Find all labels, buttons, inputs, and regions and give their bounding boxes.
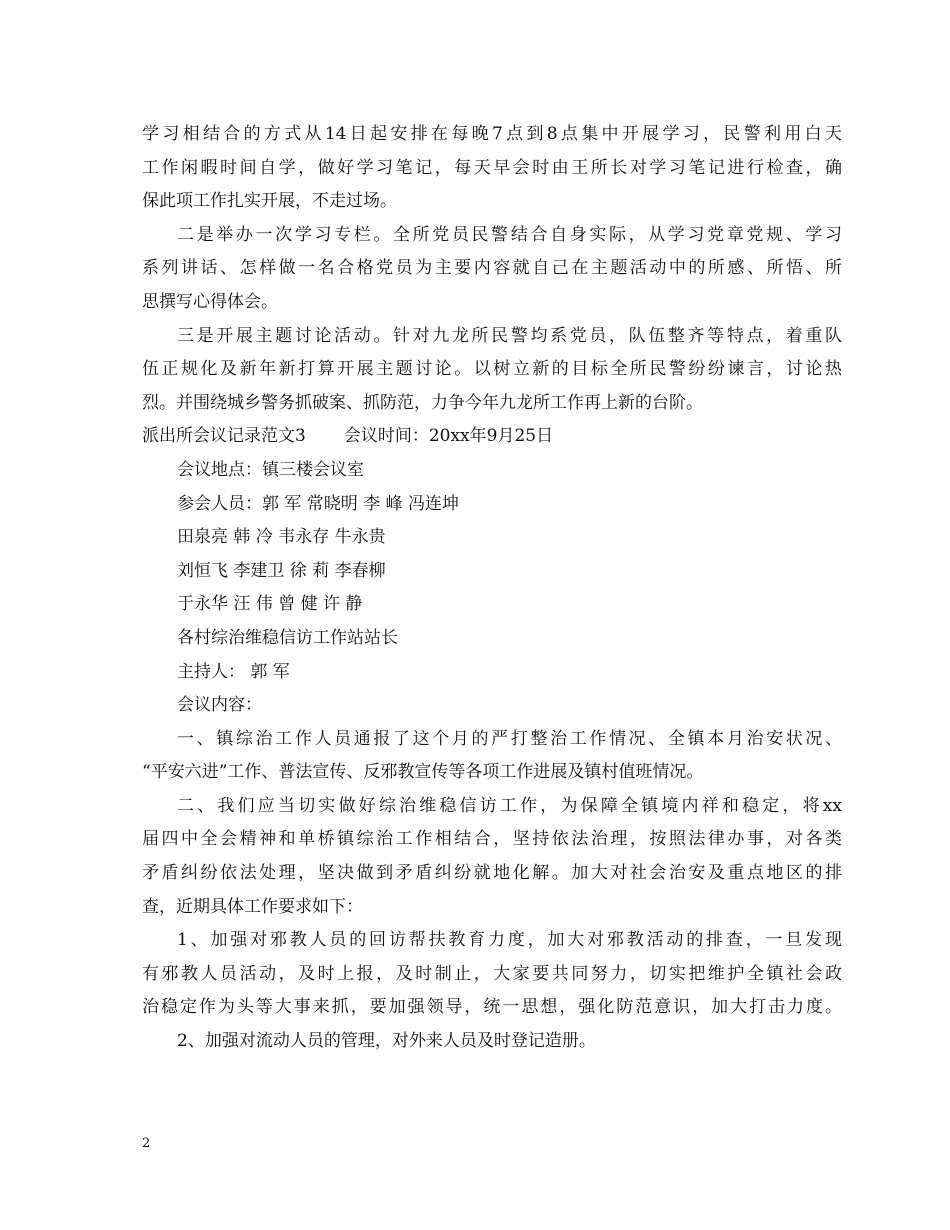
text-line: 伍正规化及新年新打算开展主题讨论。以树立新的目标全所民警纷纷谏言，讨论热 [142, 359, 842, 380]
text-line: 保此项工作扎实开展，不走过场。 [142, 191, 397, 212]
page-number: 2 [142, 1136, 151, 1151]
document-title: 派出所会议记录范文3 [142, 426, 306, 447]
meeting-location: 会议地点：镇三楼会议室 [177, 459, 364, 480]
attendees-line: 各村综治维稳信访工作站站长 [177, 627, 398, 648]
attendees-line: 田泉亮 韩 冷 韦永存 牛永贵 [177, 527, 386, 548]
attendees-line: 参会人员：郭 军 常晓明 李 峰 冯连坤 [177, 493, 460, 514]
text-line: 有邪教人员活动，及时上报，及时制止，大家要共同努力，切实把维护全镇社会政 [142, 963, 842, 984]
meeting-content-label: 会议内容： [177, 695, 262, 716]
text-line: 一、镇综治工作人员通报了这个月的严打整治工作情况、全镇本月治安状况、 [177, 728, 842, 749]
text-line: 思撰写心得体会。 [142, 291, 278, 312]
meeting-host: 主持人： 郭 军 [177, 661, 290, 682]
text-line: 2、加强对流动人员的管理，对外来人员及时登记造册。 [177, 1031, 596, 1052]
text-line: 二是举办一次学习专栏。全所党员民警结合自身实际，从学习党章党规、学习 [177, 224, 842, 245]
text-line: 三是开展主题讨论活动。针对九龙所民警均系党员，队伍整齐等特点，着重队 [177, 325, 842, 346]
text-line: 工作闲暇时间自学，做好学习笔记，每天早会时由王所长对学习笔记进行检查，确 [142, 157, 842, 178]
text-line: 1、加强对邪教人员的回访帮扶教育力度，加大对邪教活动的排查，一旦发现 [177, 930, 842, 951]
attendees-line: 于永华 汪 伟 曾 健 许 静 [177, 594, 363, 615]
attendees-line: 刘恒飞 李建卫 徐 莉 李春柳 [177, 560, 386, 581]
text-line: 二、我们应当切实做好综治维稳信访工作，为保障全镇境内祥和稳定，将xx [177, 795, 842, 816]
text-line: “平安六进”工作、普法宣传、反邪教宣传等各项工作进展及镇村值班情况。 [142, 762, 704, 783]
text-line: 系列讲话、怎样做一名合格党员为主要内容就自己在主题活动中的所感、所悟、所 [142, 258, 842, 279]
text-line: 届四中全会精神和单桥镇综治工作相结合，坚持依法治理，按照法律办事，对各类 [142, 829, 842, 850]
meeting-heading [142, 420, 842, 454]
text-line: 治稳定作为头等大事来抓，要加强领导，统一思想，强化防范意识，加大打击力度。 [142, 997, 842, 1018]
text-line: 烈。并围绕城乡警务抓破案、抓防范，力争今年九龙所工作再上新的台阶。 [142, 392, 703, 413]
text-line: 学习相结合的方式从14日起安排在每晚7点到8点集中开展学习，民警利用白天 [142, 124, 842, 144]
text-line: 矛盾纠纷依法处理，坚决做到矛盾纠纷就地化解。加大对社会治安及重点地区的排 [142, 863, 842, 884]
meeting-time: 会议时间：20xx年9月25日 [343, 426, 554, 447]
document-body [142, 118, 842, 1059]
text-line: 查，近期具体工作要求如下： [142, 896, 363, 917]
